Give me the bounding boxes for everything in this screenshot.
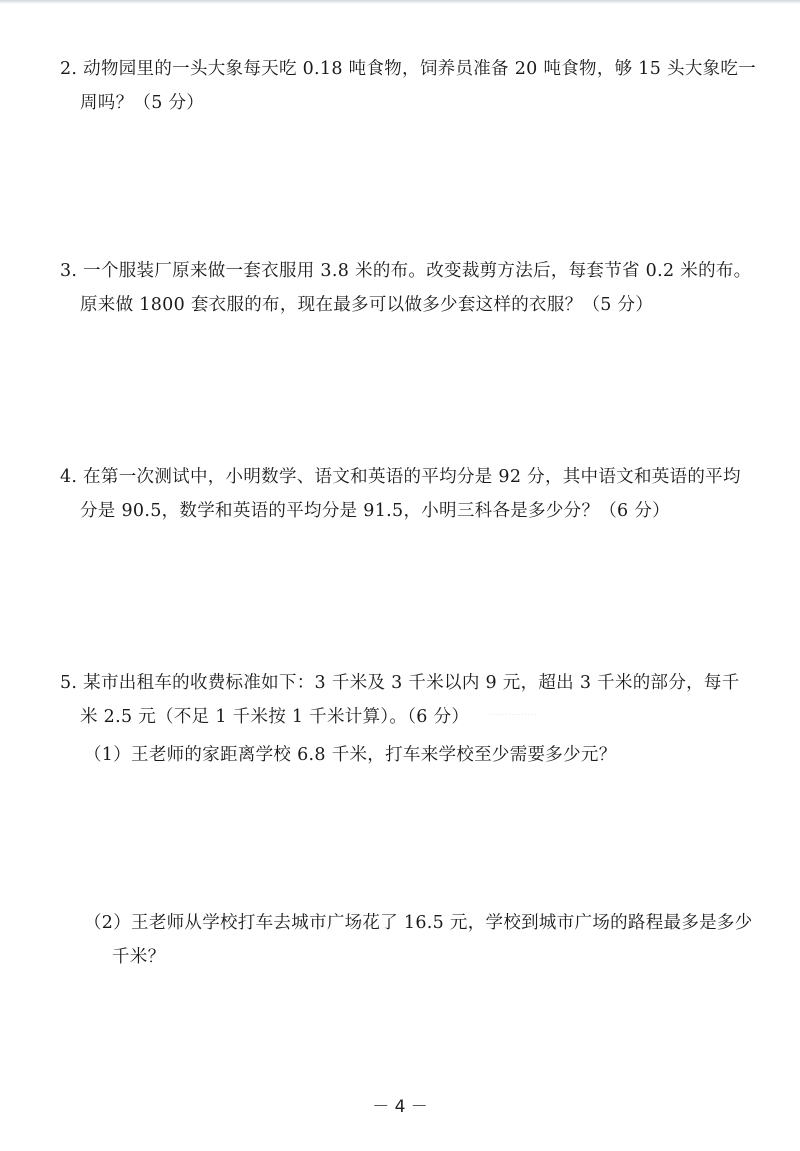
question-3-line-1: 3. 一个服装厂原来做一套衣服用 3.8 米的布。改变裁剪方法后，每套节省 0.2 米的布。: [60, 261, 752, 281]
question-4-line-1: 4. 在第一次测试中，小明数学、语文和英语的平均分是 92 分，其中语文和英语的平均: [60, 467, 741, 487]
question-2-line-2: 周吗？（5 分）: [80, 93, 205, 113]
question-4: [60, 460, 780, 528]
watermark: · · · · · · · · · · · · · · ·: [490, 712, 537, 718]
question-5-sub-2-line-2: 千米？: [112, 947, 166, 967]
question-5-sub-1: [84, 738, 784, 772]
question-5-line-2: 米 2.5 元（不足 1 千米按 1 千米计算）。（6 分）: [80, 707, 470, 727]
question-4-line-2: 分是 90.5，数学和英语的平均分是 91.5，小明三科各是多少分？（6 分）: [80, 501, 670, 521]
question-5-line-1: 5. 某市出租车的收费标准如下：3 千米及 3 千米以内 9 元，超出 3 千米的部分，每千: [60, 673, 740, 693]
question-5: [60, 666, 780, 734]
question-3-line-2: 原来做 1800 套衣服的布，现在最多可以做多少套这样的衣服？（5 分）: [80, 295, 654, 315]
question-2: [60, 52, 780, 120]
question-5-sub-2-line-1: （2）王老师从学校打车去城市广场花了 16.5 元，学校到城市广场的路程最多是多少: [84, 913, 753, 933]
question-5-sub-1-text: （1）王老师的家距离学校 6.8 千米，打车来学校至少需要多少元？: [84, 745, 617, 765]
question-5-sub-2: [84, 906, 784, 974]
page-top-edge: [0, 0, 800, 4]
question-2-line-1: 2. 动物园里的一头大象每天吃 0.18 吨食物，饲养员准备 20 吨食物，够 15 头大象吃一: [60, 59, 757, 79]
question-3: [60, 254, 780, 322]
page-number: － 4 －: [372, 1097, 428, 1117]
